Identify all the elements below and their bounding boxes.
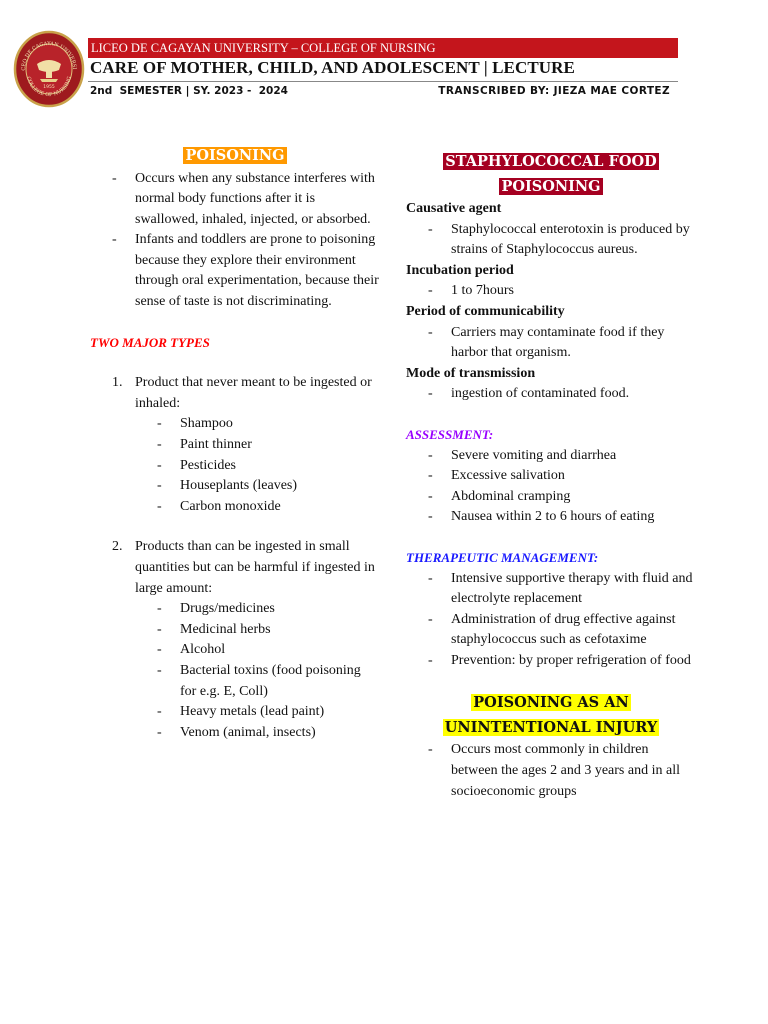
list-number: 1.: [112, 375, 123, 391]
major-type-2: [90, 537, 380, 743]
list-item: - Heavy metals (lead paint): [135, 702, 380, 723]
list-item: - Abdominal cramping: [406, 487, 696, 508]
assessment-list: [406, 446, 696, 528]
list-item: - Carriers may contaminate food if they harbor that organism.: [406, 323, 696, 364]
list-number: 2.: [112, 539, 123, 555]
transmission-list: [406, 384, 696, 405]
major-type-2-items: [135, 599, 380, 743]
list-item: - Alcohol: [135, 640, 380, 661]
major-type-text: Products than can be ingested in small quantities but can be harmful if ingested in large amount:: [135, 539, 375, 596]
poisoning-intro-list: [90, 169, 380, 313]
svg-text:COLLEGE OF NURSING: COLLEGE OF NURSING: [25, 75, 73, 99]
list-item: - Shampoo: [135, 414, 380, 435]
causative-agent-label: Causative agent: [406, 201, 502, 216]
list-item: - 1 to 7hours: [406, 281, 696, 302]
list-item: - Drugs/medicines: [135, 599, 380, 620]
list-item: - Occurs most commonly in children between the ages 2 and 3 years and in all socioeconomic groups: [406, 740, 696, 802]
transcriber-label: TRANSCRIBED BY: JIEZA MAE CORTEZ: [438, 85, 670, 97]
list-item: - Staphylococcal enterotoxin is produced by strains of Staphylococcus aureus.: [406, 220, 696, 261]
course-title: CARE OF MOTHER, CHILD, AND ADOLESCENT | LECTURE: [90, 58, 575, 77]
staph-heading: STAPHYLOCOCCAL FOOD POISONING: [445, 153, 657, 195]
header-divider: [88, 81, 678, 82]
list-item: - Nausea within 2 to 6 hours of eating: [406, 507, 696, 528]
major-types-list: [90, 373, 380, 743]
list-item: - Bacterial toxins (food poisoning for e.g. E, Coll): [135, 661, 380, 702]
major-type-1: [90, 373, 380, 517]
list-item: - Prevention: by proper refrigeration of food: [406, 651, 696, 672]
list-item: - Paint thinner: [135, 435, 380, 456]
major-type-text: Product that never meant to be ingested or inhaled:: [135, 375, 372, 411]
list-item: - Occurs when any substance interferes with normal body functions after it is swallowed, inhaled, injected, or absorbed.: [90, 169, 380, 231]
communicability-list: [406, 323, 696, 364]
list-item: - Carbon monoxide: [135, 497, 380, 518]
university-banner: LICEO DE CAGAYAN UNIVERSITY – COLLEGE OF NURSING: [88, 38, 678, 58]
semester-label: 2nd SEMESTER | SY. 2023 - 2024: [90, 85, 288, 97]
list-item: - Houseplants (leaves): [135, 476, 380, 497]
unintentional-injury-heading: POISONING AS AN UNINTENTIONAL INJURY: [444, 694, 658, 736]
svg-text:1955: 1955: [43, 85, 55, 90]
causative-list: [406, 220, 696, 261]
communicability-label: Period of communicability: [406, 303, 565, 319]
assessment-heading: ASSESSMENT:: [406, 426, 494, 442]
list-item: - Administration of drug effective against staphylococcus such as cefotaxime: [406, 610, 696, 651]
unintentional-list: [406, 740, 696, 802]
list-item: - Excessive salivation: [406, 466, 696, 487]
major-type-1-items: [135, 414, 380, 517]
list-item: - Medicinal herbs: [135, 620, 380, 641]
incubation-list: [406, 281, 696, 302]
transmission-label: Mode of transmission: [406, 365, 536, 381]
right-column: [406, 150, 696, 802]
list-item: - Venom (animal, insects): [135, 723, 380, 744]
therapeutic-list: [406, 569, 696, 672]
list-item: - Severe vomiting and diarrhea: [406, 446, 696, 467]
list-item: - Infants and toddlers are prone to poisoning because they explore their environment through oral experimentation, because their sense of taste is not discriminating.: [90, 230, 380, 312]
list-item: - Pesticides: [135, 456, 380, 477]
incubation-label: Incubation period: [406, 262, 514, 278]
university-seal: [13, 30, 85, 108]
list-item: - Intensive supportive therapy with fluid and electrolyte replacement: [406, 569, 696, 610]
left-column: [90, 144, 380, 743]
therapeutic-heading: THERAPEUTIC MANAGEMENT:: [406, 549, 599, 565]
svg-text:LICEO DE CAGAYAN UNIVERSITY: CEO DE CAGAYAN UNIVERSI: [20, 40, 78, 71]
two-major-types-heading: TWO MAJOR TYPES: [90, 334, 210, 350]
list-item: - ingestion of contaminated food.: [406, 384, 696, 405]
poisoning-heading: POISONING: [185, 147, 285, 164]
